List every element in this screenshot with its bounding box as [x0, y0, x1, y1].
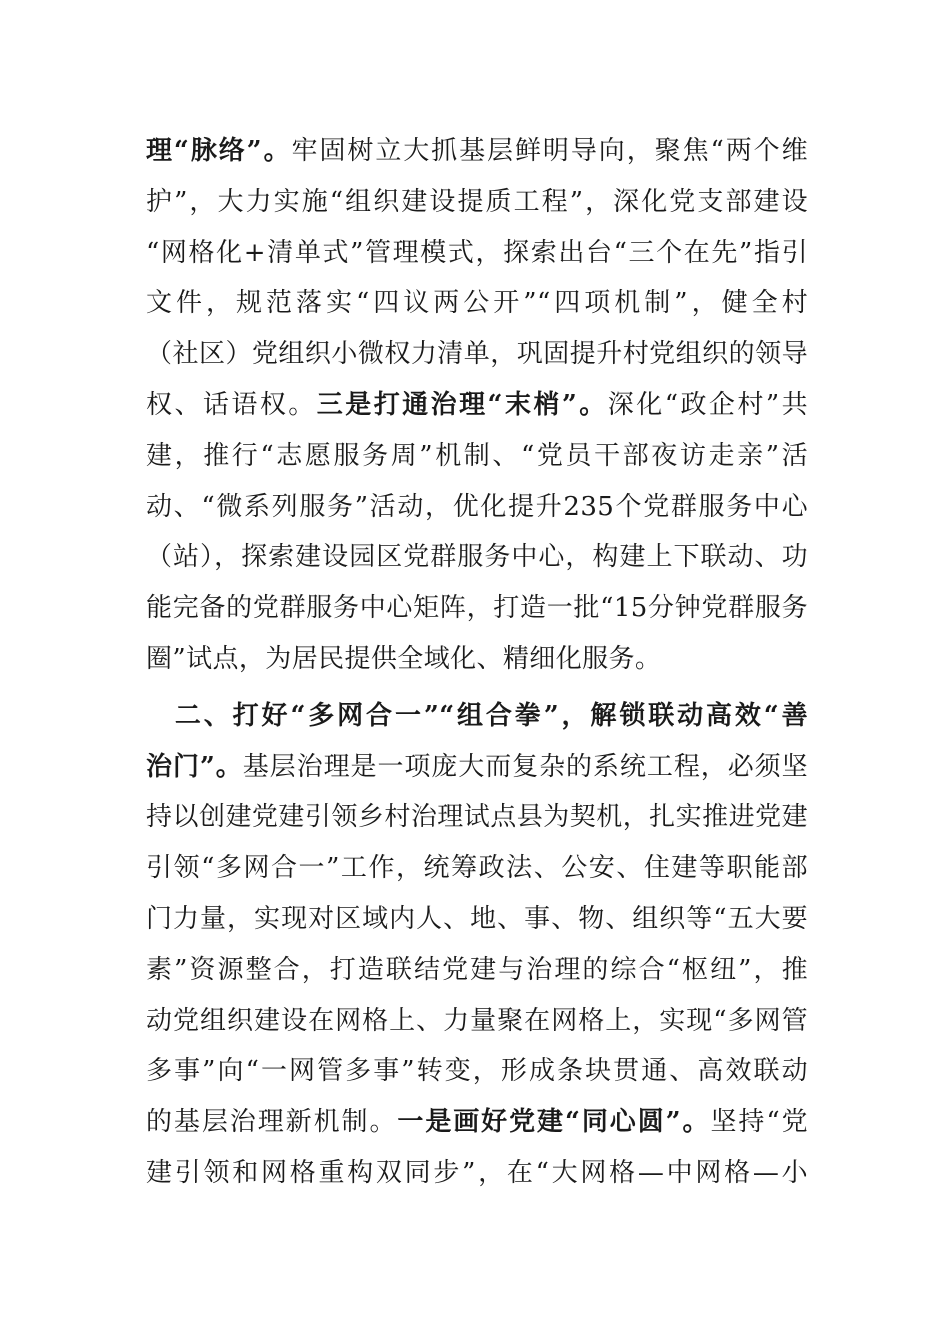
text-line — [146, 482, 808, 533]
text-line — [146, 329, 808, 380]
text-run: 圈”试点，为居民提供全域化、精细化服务。 — [146, 643, 662, 674]
text-line — [146, 126, 808, 177]
text-run: 坚持“党 — [710, 1107, 808, 1138]
bold-text-run: 一是画好党建“同心圆”。 — [397, 1107, 711, 1138]
text-run: 能完备的党群服务中心矩阵，打造一批“15分钟党群服务 — [146, 593, 808, 624]
text-run: 多事”向“一网管多事”转变，形成条块贯通、高效联动 — [146, 1056, 808, 1087]
text-line — [146, 278, 808, 329]
text-line — [146, 532, 808, 583]
text-run: 深化“政企村”共 — [607, 389, 808, 420]
text-line — [146, 583, 808, 634]
text-run: “网格化+清单式”管理模式，探索出台“三个在先”指引 — [146, 237, 808, 268]
bold-text-run: 理“脉络”。 — [146, 136, 292, 166]
text-run: 护”，大力实施“组织建设提质工程”，深化党支部建设 — [146, 186, 808, 217]
text-run: 素”资源整合，打造联结党建与治理的综合“枢纽”，推 — [146, 954, 808, 985]
text-run: 文件，规范落实“四议两公开”“四项机制”，健全村 — [146, 288, 808, 319]
text-line — [146, 634, 808, 685]
text-line — [146, 691, 808, 742]
paragraph-1 — [146, 126, 808, 685]
text-run: 基层治理是一项庞大而复杂的系统工程，必须坚 — [242, 751, 808, 782]
text-line — [146, 843, 808, 894]
text-line — [146, 1097, 808, 1148]
text-run: 持以创建党建引领乡村治理试点县为契机，扎实推进党建 — [146, 802, 808, 833]
bold-text-run: 三是打通治理“末梢”。 — [316, 389, 608, 420]
text-line — [146, 996, 808, 1047]
text-line — [146, 742, 808, 793]
text-line — [146, 894, 808, 945]
text-line — [146, 792, 808, 843]
text-run: 动党组织建设在网格上、力量聚在网格上，实现“多网管 — [146, 1005, 808, 1036]
text-run: 权、话语权。 — [146, 389, 317, 420]
text-run: 动、“微系列服务”活动，优化提升235个党群服务中心 — [146, 491, 808, 522]
text-run: 的基层治理新机制。 — [146, 1107, 398, 1138]
text-run: 门力量，实现对区域内人、地、事、物、组织等“五大要 — [146, 903, 808, 934]
text-run: 牢固树立大抓基层鲜明导向，聚焦“两个维 — [291, 136, 808, 166]
text-line — [146, 1148, 808, 1199]
text-line — [146, 380, 808, 431]
bold-text-run: 治门”。 — [146, 751, 243, 782]
text-run: 建，推行“志愿服务周”机制、“党员干部夜访走亲”活 — [146, 440, 808, 471]
text-line — [146, 228, 808, 279]
text-line — [146, 945, 808, 996]
bold-text-run: 二、打好“多网合一”“组合拳”，解锁联动高效“善 — [146, 700, 808, 731]
document-body — [146, 126, 808, 1199]
text-line — [146, 431, 808, 482]
text-run: 建引领和网格重构双同步”，在“大网格—中网格—小 — [146, 1157, 808, 1188]
text-line — [146, 177, 808, 228]
text-run: （站），探索建设园区党群服务中心，构建上下联动、功 — [146, 542, 808, 573]
text-line — [146, 1046, 808, 1097]
paragraph-2 — [146, 691, 808, 1199]
text-run: （社区）党组织小微权力清单，巩固提升村党组织的领导 — [146, 339, 808, 370]
text-run: 引领“多网合一”工作，统筹政法、公安、住建等职能部 — [146, 853, 808, 884]
